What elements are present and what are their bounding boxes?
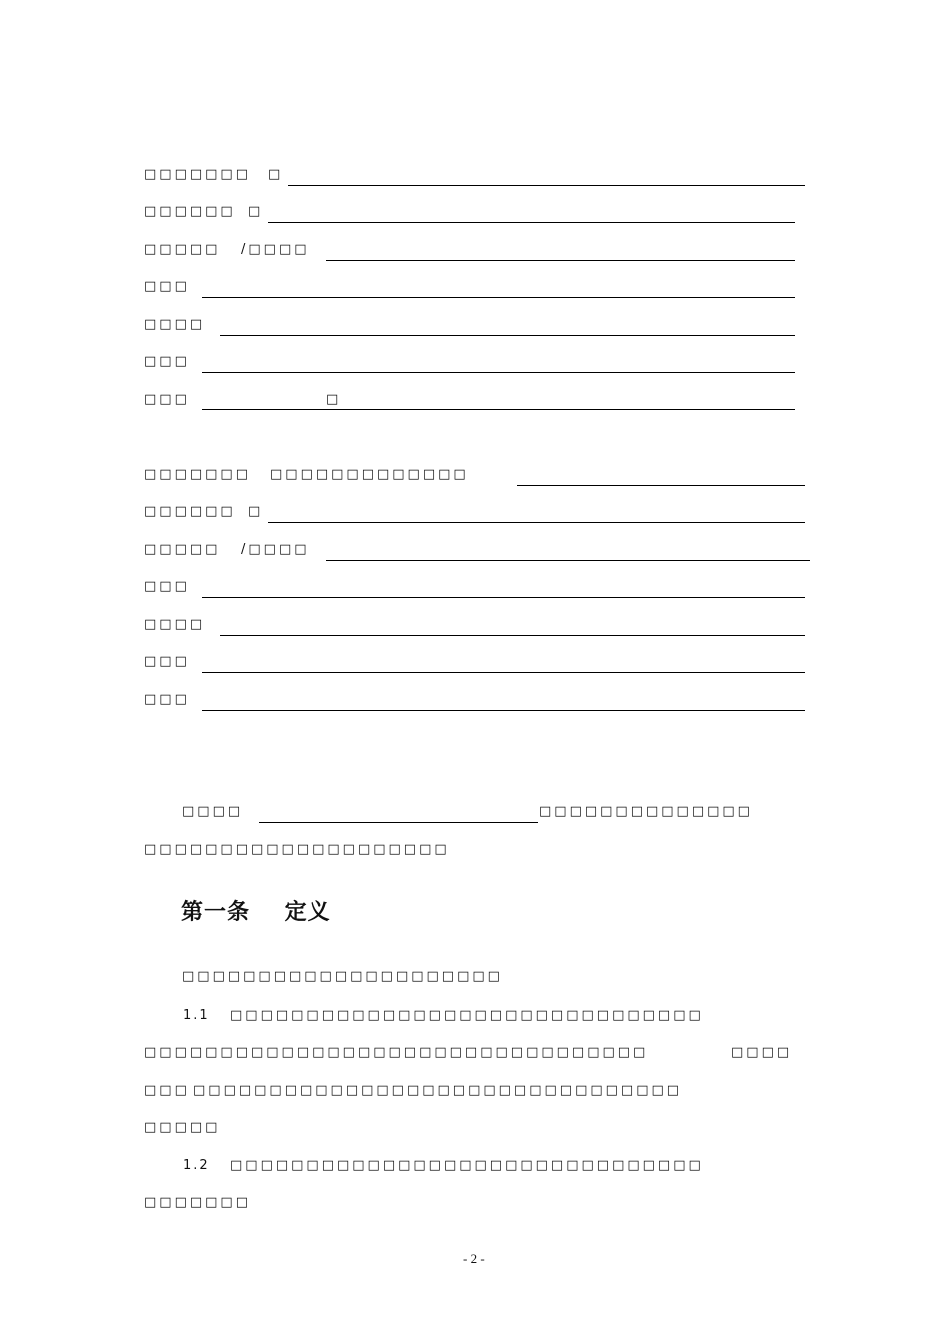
party-b-field6-label: □□□: [144, 654, 190, 669]
party-b-address-colon: □: [248, 504, 264, 519]
party-a-field7[interactable]: [202, 409, 795, 410]
party-a-field4-label: □□□: [144, 279, 190, 294]
party-b-representative-field[interactable]: [326, 560, 810, 561]
article-1-heading: 第一条 定义: [181, 900, 331, 925]
party-b-field6[interactable]: [202, 672, 805, 673]
party-a-address-label: □□□□□□: [144, 204, 236, 219]
clause-1-1-line3: □□□□□□□□□□□□□□□□□□□□□□□□□□□□□□□□: [193, 1083, 683, 1098]
clause-1-2-line1: □□□□□□□□□□□□□□□□□□□□□□□□□□□□□□□: [230, 1158, 704, 1173]
party-b-field4-label: □□□: [144, 579, 190, 594]
party-b-name-field[interactable]: [517, 485, 805, 486]
party-a-address-colon: □: [248, 204, 264, 219]
clause-1-1-line2: □□□□□□□□□□□□□□□□□□□□□□□□□□□□□□□□□: [144, 1045, 649, 1060]
party-b-field7-label: □□□: [144, 692, 190, 707]
clause-1-1-line2-right: □□□□: [731, 1045, 793, 1060]
party-b-name-label: □□□□□□□: [144, 467, 251, 482]
clause-1-1-line1: □□□□□□□□□□□□□□□□□□□□□□□□□□□□□□□: [230, 1008, 704, 1023]
preamble-blank[interactable]: [259, 822, 538, 823]
party-b-field7[interactable]: [202, 710, 805, 711]
party-a-representative-field[interactable]: [326, 260, 795, 261]
party-a-representative-suffix: /□□□□: [241, 242, 310, 257]
party-a-field5-label: □□□□: [144, 317, 206, 332]
party-a-name-label: □□□□□□□: [144, 167, 251, 182]
party-a-name-colon: □: [268, 167, 284, 182]
party-a-field7-label: □□□: [144, 392, 190, 407]
preamble-line2: □□□□□□□□□□□□□□□□□□□□: [144, 842, 450, 857]
page-number: - 2 -: [463, 1251, 485, 1266]
clause-1-2-number: 1.2: [183, 1158, 210, 1173]
party-a-field7-mark: □: [326, 392, 342, 407]
article-1-intro: □□□□□□□□□□□□□□□□□□□□□: [182, 969, 503, 984]
clause-1-1-line3-lead: □□□: [144, 1083, 190, 1098]
party-b-name-suffix: □□□□□□□□□□□□□: [270, 467, 469, 482]
party-a-representative-label: □□□□□: [144, 242, 221, 257]
party-a-field4[interactable]: [202, 297, 795, 298]
party-b-field5[interactable]: [220, 635, 805, 636]
party-a-address-field[interactable]: [268, 222, 795, 223]
party-b-field4[interactable]: [202, 597, 805, 598]
party-a-field6[interactable]: [202, 372, 795, 373]
clause-1-1-number: 1.1: [183, 1008, 210, 1023]
clause-1-1-line4: □□□□□: [144, 1120, 221, 1135]
clause-1-2-line2: □□□□□□□: [144, 1195, 251, 1210]
preamble-tail: □□□□□□□□□□□□□□: [539, 804, 753, 819]
preamble-lead: □□□□: [182, 804, 244, 819]
party-b-field5-label: □□□□: [144, 617, 206, 632]
party-b-representative-label: □□□□□: [144, 542, 221, 557]
party-b-address-field[interactable]: [268, 522, 805, 523]
party-b-address-label: □□□□□□: [144, 504, 236, 519]
party-b-representative-suffix: /□□□□: [241, 542, 310, 557]
party-a-field6-label: □□□: [144, 354, 190, 369]
party-a-field5[interactable]: [220, 335, 795, 336]
party-a-name-field[interactable]: [288, 185, 805, 186]
